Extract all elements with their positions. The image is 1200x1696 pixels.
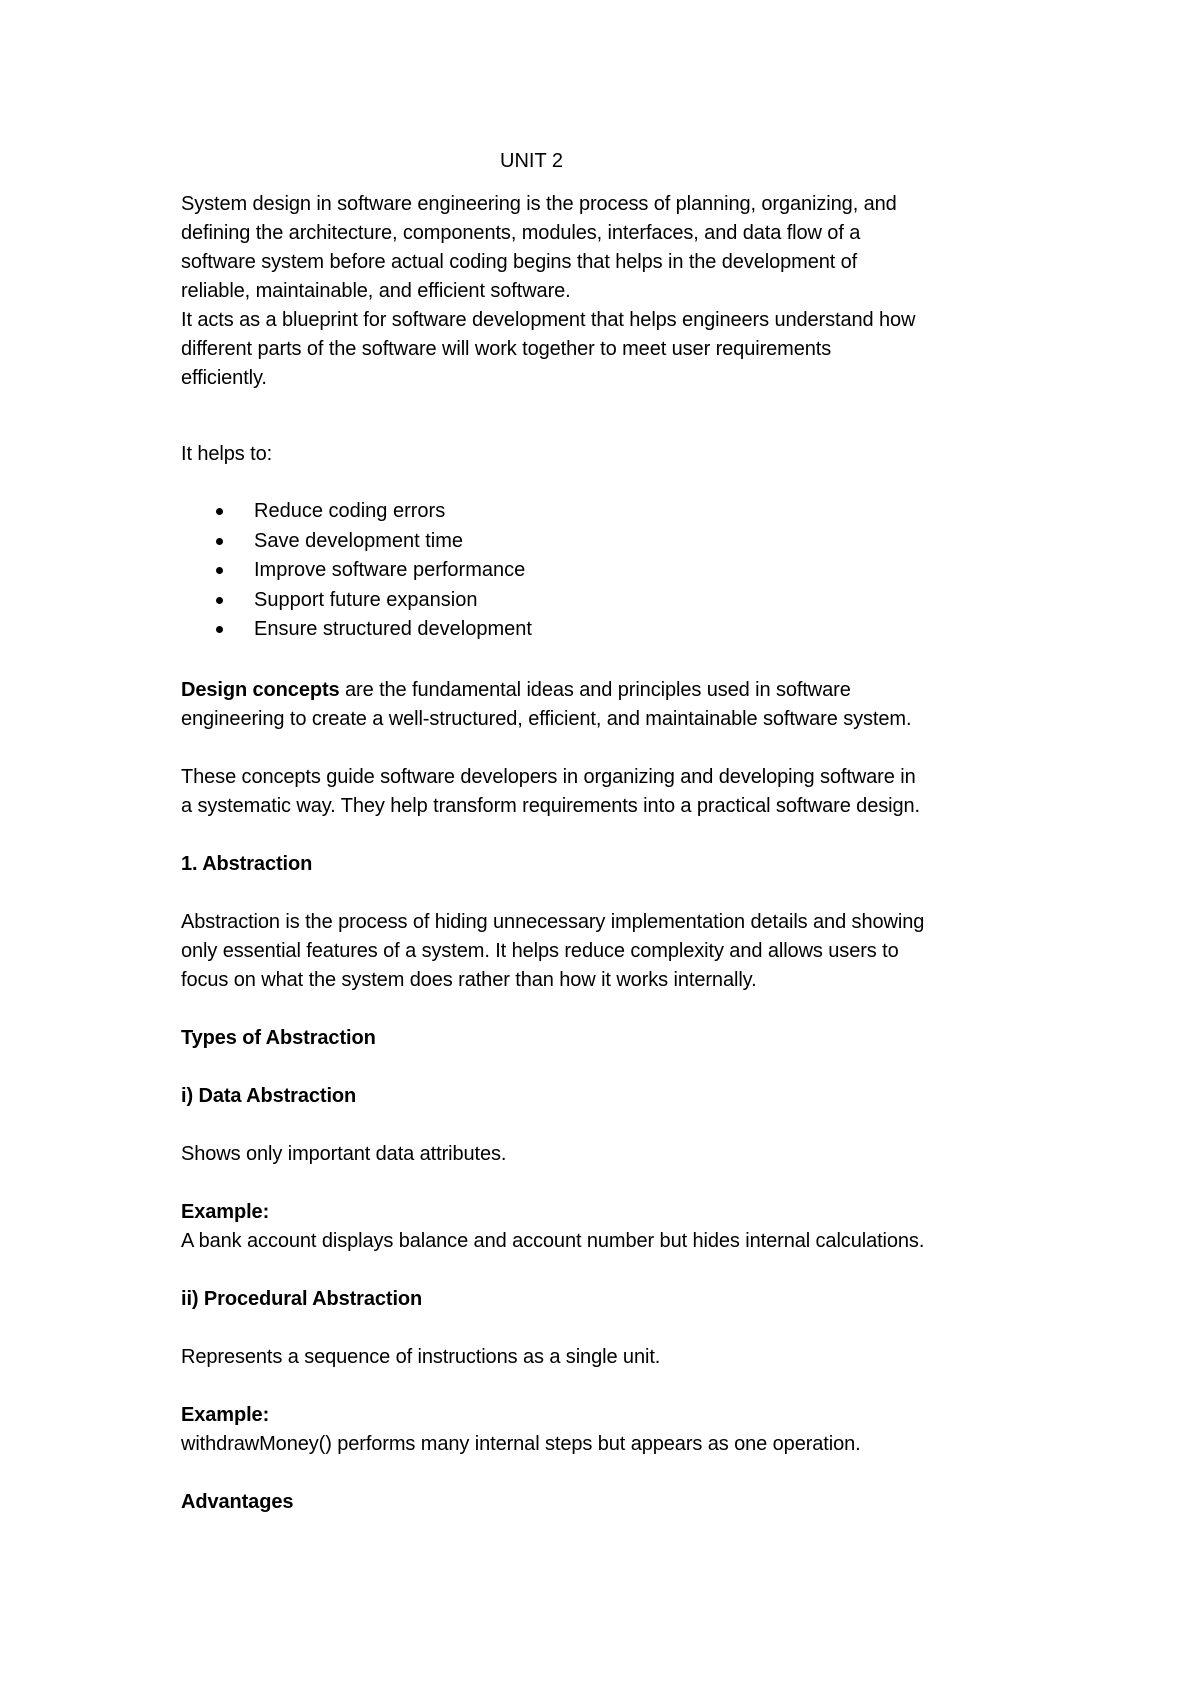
example-label-2: Example: <box>181 1404 270 1426</box>
bullet-icon <box>216 567 223 574</box>
list-item: Improve software performance <box>216 556 532 586</box>
example-label-1: Example: <box>181 1201 270 1223</box>
helps-list <box>216 497 532 645</box>
bullet-icon <box>216 508 223 515</box>
intro-line-7: efficiently. <box>181 367 267 389</box>
abstraction-line-1: Abstraction is the process of hiding unnecessary implementation details and showing <box>181 911 925 933</box>
procedural-heading: ii) Procedural Abstraction <box>181 1288 423 1310</box>
intro-line-6: different parts of the software will work together to meet user requirements <box>181 338 832 360</box>
intro-line-2: defining the architecture, components, modules, interfaces, and data flow of a <box>181 222 861 244</box>
design-concepts-line-2: engineering to create a well-structured, efficient, and maintainable software system. <box>181 708 912 730</box>
helps-heading: It helps to: <box>181 443 273 465</box>
bullet-icon <box>216 597 223 604</box>
types-heading: Types of Abstraction <box>181 1027 376 1049</box>
advantages-heading: Advantages <box>181 1491 294 1513</box>
design-concepts-line-1: Design concepts are the fundamental ideas and principles used in software <box>181 679 851 701</box>
design-concepts-term: Design concepts <box>181 679 340 701</box>
intro-line-5: It acts as a blueprint for software development that helps engineers understand how <box>181 309 916 331</box>
abstraction-heading: 1. Abstraction <box>181 853 313 875</box>
example-text-2: withdrawMoney() performs many internal steps but appears as one operation. <box>181 1433 861 1455</box>
guide-line-1: These concepts guide software developers in organizing and developing software in <box>181 766 916 788</box>
procedural-text: Represents a sequence of instructions as a single unit. <box>181 1346 661 1368</box>
list-item: Reduce coding errors <box>216 497 532 527</box>
abstraction-line-3: focus on what the system does rather than how it works internally. <box>181 969 757 991</box>
example-text-1: A bank account displays balance and account number but hides internal calculations. <box>181 1230 925 1252</box>
list-item: Save development time <box>216 527 532 557</box>
abstraction-line-2: only essential features of a system. It helps reduce complexity and allows users to <box>181 940 899 962</box>
intro-line-3: software system before actual coding begins that helps in the development of <box>181 251 858 273</box>
page-title: UNIT 2 <box>500 150 563 172</box>
data-abstraction-heading: i) Data Abstraction <box>181 1085 357 1107</box>
guide-line-2: a systematic way. They help transform requirements into a practical software design. <box>181 795 920 817</box>
intro-line-1: System design in software engineering is the process of planning, organizing, and <box>181 193 897 215</box>
list-item: Ensure structured development <box>216 615 532 645</box>
intro-line-4: reliable, maintainable, and efficient software. <box>181 280 571 302</box>
list-item: Support future expansion <box>216 586 532 616</box>
bullet-icon <box>216 626 223 633</box>
bullet-icon <box>216 538 223 545</box>
data-abstraction-text: Shows only important data attributes. <box>181 1143 507 1165</box>
